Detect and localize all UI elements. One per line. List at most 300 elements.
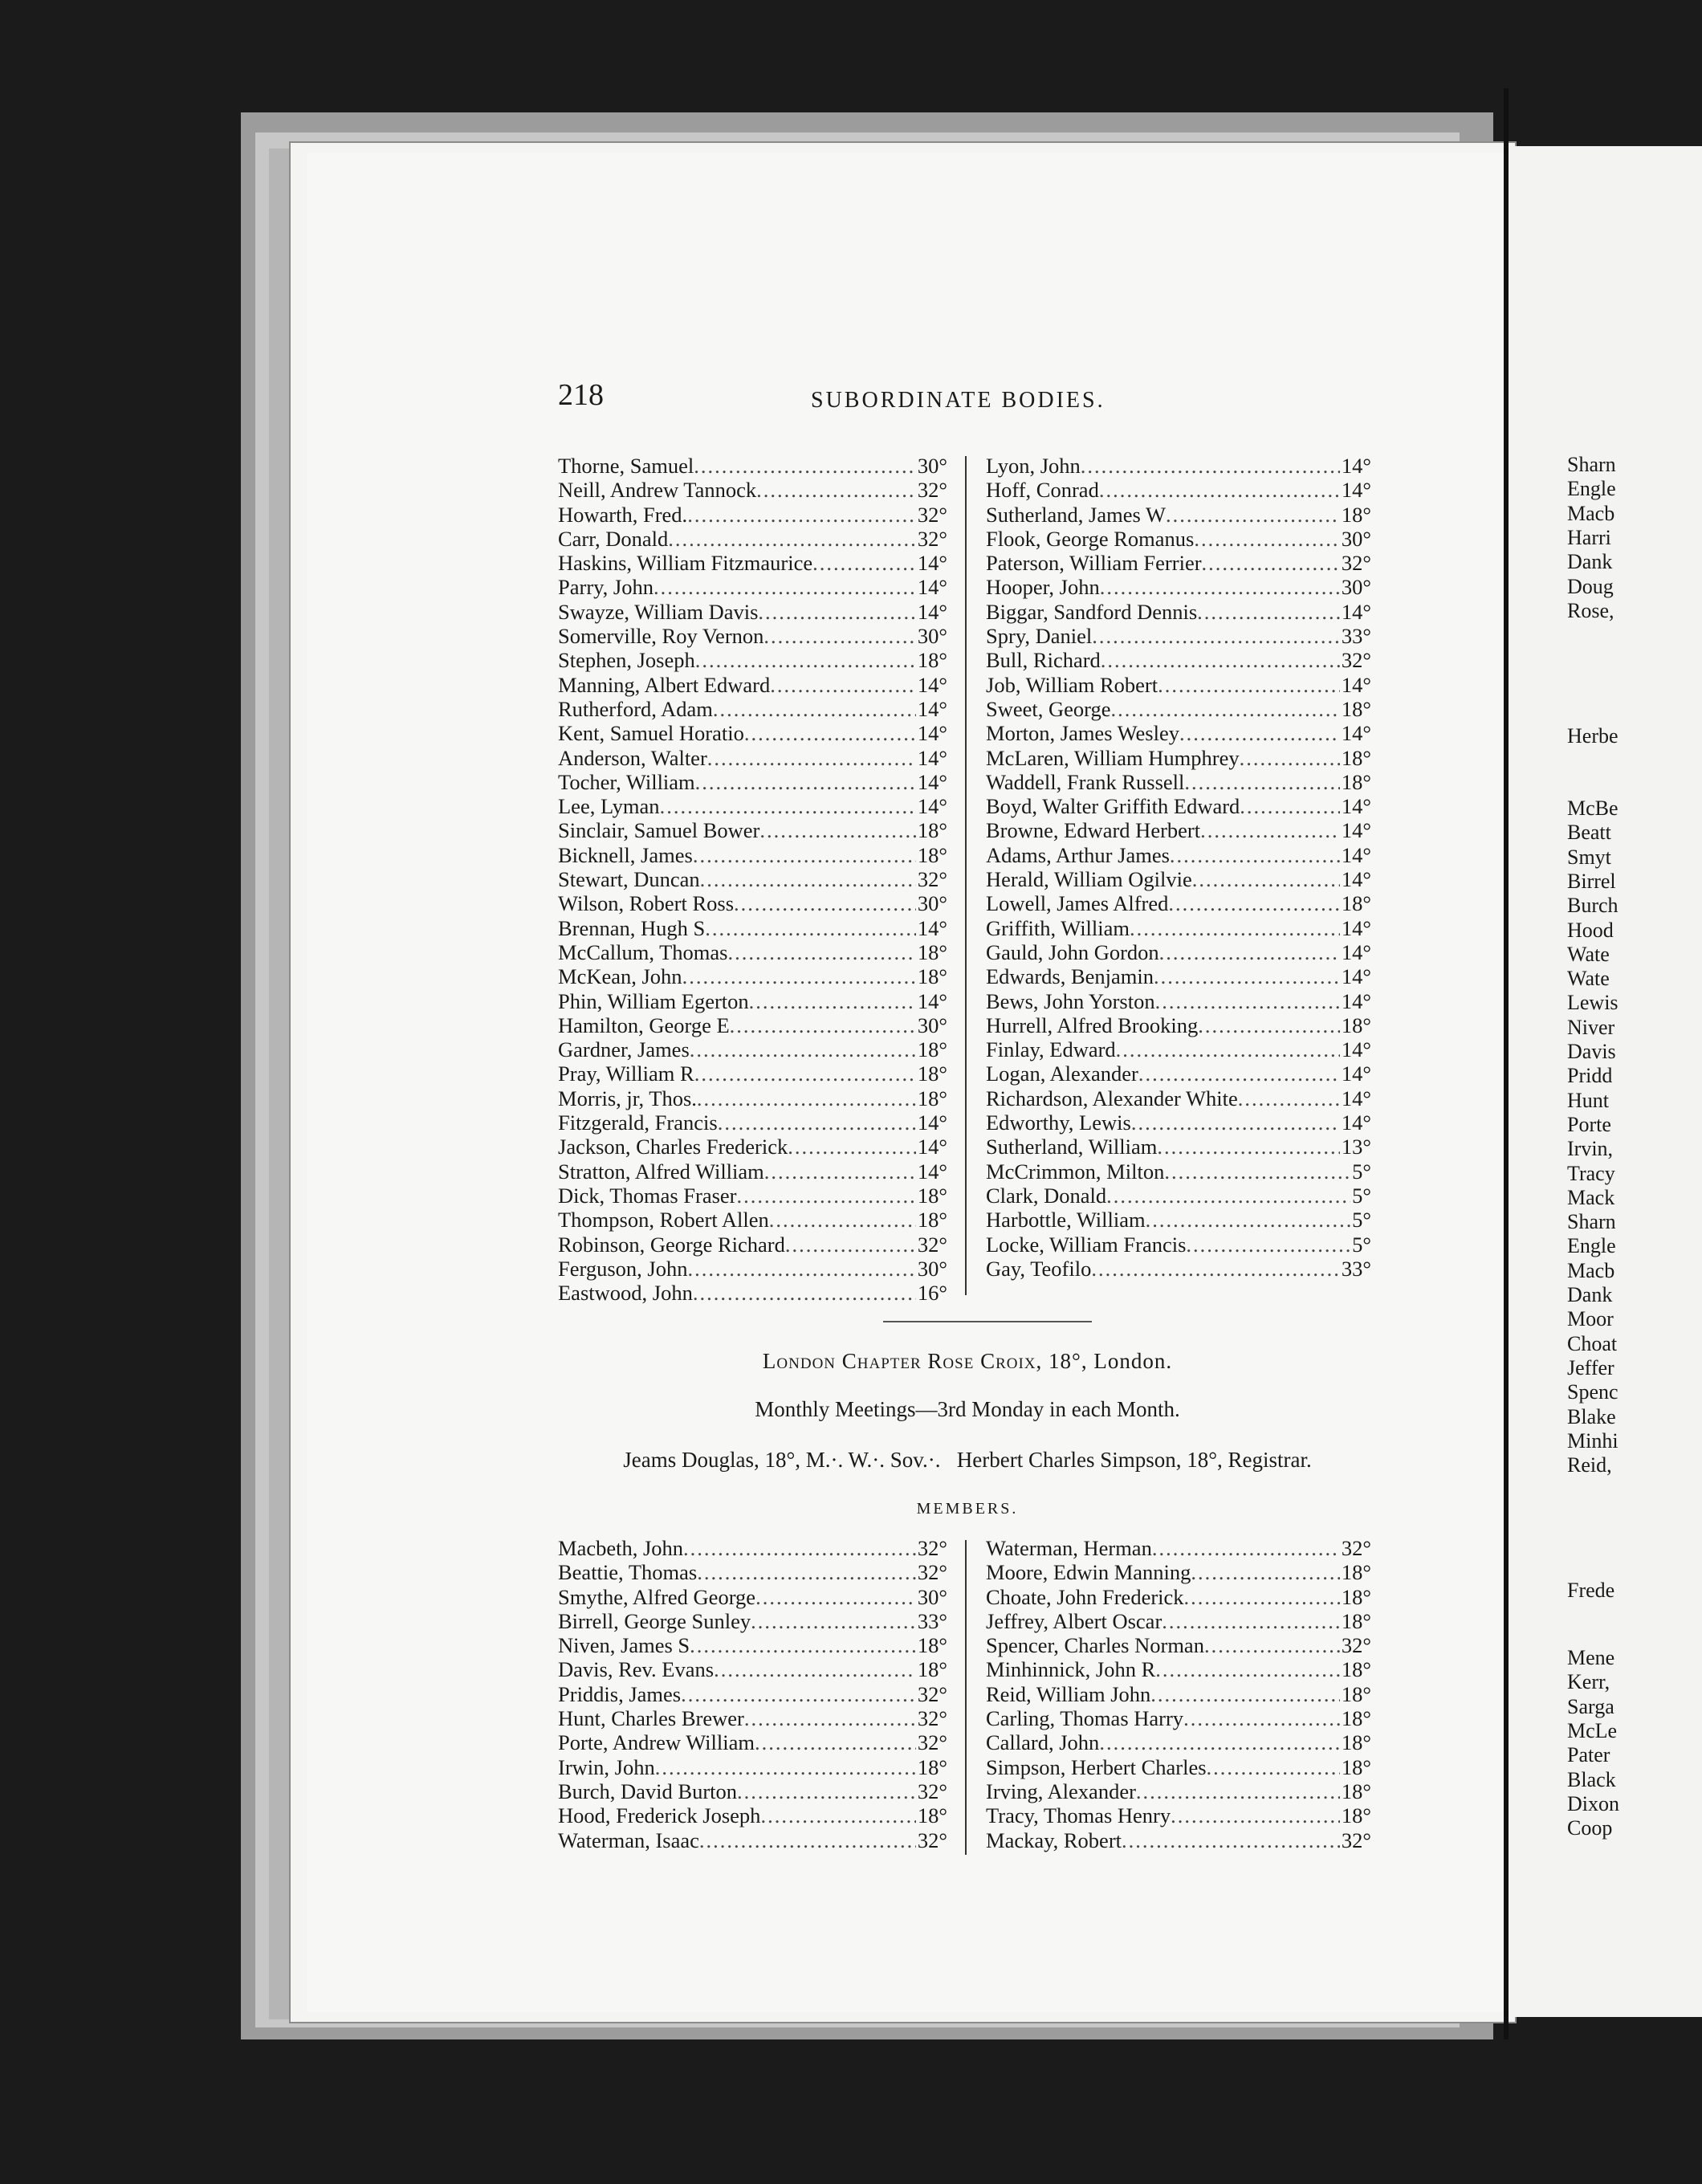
member-name: Minhinnick, John R (986, 1657, 1156, 1682)
fragment-text: McBe (1567, 797, 1619, 820)
member-degree: 18° (917, 1657, 947, 1682)
member-name: Lyon, John (986, 454, 1081, 478)
member-degree: 18° (917, 648, 947, 673)
dot-leader (682, 964, 916, 988)
member-entry (558, 1803, 947, 1827)
member-degree: 14° (1341, 842, 1371, 867)
fragment-text: Reid, (1567, 1453, 1612, 1477)
dot-leader (1099, 1730, 1340, 1754)
fragment-text: Harri (1567, 525, 1611, 549)
member-entry (558, 916, 947, 940)
member-degree: 18° (917, 964, 947, 989)
member-name: Stratton, Alfred William (558, 1159, 764, 1184)
member-entry (558, 1560, 947, 1584)
fragment-text: Birrel (1567, 869, 1616, 893)
dot-leader (1150, 1682, 1340, 1706)
dot-leader (1146, 1208, 1351, 1232)
member-entry (986, 916, 1371, 940)
member-entry (558, 794, 947, 818)
member-name: Beattie, Thomas (558, 1560, 698, 1585)
member-name: Macbeth, John (558, 1536, 684, 1560)
member-name: Thompson, Robert Allen (558, 1208, 769, 1233)
member-degree: 32° (1341, 1536, 1371, 1560)
member-degree: 14° (1341, 988, 1371, 1013)
member-name: Simpson, Herbert Charles (986, 1754, 1207, 1779)
member-entry (986, 1061, 1371, 1086)
member-name: Sweet, George (986, 696, 1111, 721)
member-degree: 14° (1341, 672, 1371, 697)
member-degree: 18° (917, 842, 947, 867)
dot-leader (681, 1682, 916, 1706)
member-name: Jeffrey, Albert Oscar (986, 1608, 1162, 1633)
member-entry (558, 964, 947, 988)
dot-leader (755, 1585, 916, 1609)
upper-left-member-list (558, 454, 947, 1305)
member-name: Fitzgerald, Francis (558, 1110, 718, 1135)
member-degree: 18° (1341, 1608, 1371, 1633)
member-entry (986, 648, 1371, 672)
member-degree: 18° (1341, 502, 1371, 527)
member-degree: 32° (1341, 1827, 1371, 1852)
fragment-text: Mack (1567, 1185, 1615, 1209)
dot-leader (755, 1730, 916, 1754)
member-entry (986, 721, 1371, 745)
fragment-text: Dixon (1567, 1791, 1619, 1815)
member-degree: 30° (917, 454, 947, 478)
dot-leader (655, 1755, 916, 1779)
member-name: Bews, John Yorston (986, 988, 1155, 1013)
dot-leader (1240, 794, 1340, 818)
member-entry (986, 600, 1371, 624)
member-degree: 14° (1341, 721, 1371, 746)
dot-leader (1202, 551, 1340, 575)
member-degree: 14° (917, 551, 947, 576)
member-name: Rutherford, Adam (558, 696, 713, 721)
member-name: Richardson, Alexander White (986, 1086, 1238, 1110)
fragment-text: Smyt (1567, 845, 1611, 869)
dot-leader (1171, 1803, 1340, 1827)
fragment-text: McLe (1567, 1718, 1618, 1742)
member-name: Kent, Samuel Horatio (558, 721, 744, 746)
member-entry (558, 989, 947, 1013)
dot-leader (730, 1013, 916, 1037)
member-entry (986, 1257, 1371, 1281)
fragment-text: Mene (1567, 1646, 1615, 1669)
member-name: Biggar, Sandford Dennis (986, 599, 1198, 624)
member-degree: 16° (917, 1281, 947, 1306)
member-entry (558, 1233, 947, 1257)
member-name: Browne, Edward Herbert (986, 818, 1201, 843)
dot-leader (770, 673, 916, 697)
member-degree: 18° (917, 1208, 947, 1233)
member-entry (558, 1657, 947, 1681)
member-entry (558, 1755, 947, 1779)
section-divider (883, 1321, 1092, 1322)
member-degree: 30° (917, 1256, 947, 1281)
dot-leader (1130, 916, 1340, 940)
member-name: McCallum, Thomas (558, 939, 728, 964)
member-degree: 14° (917, 1135, 947, 1159)
fragment-text: Black (1567, 1767, 1616, 1791)
fragment-text: Niver (1567, 1015, 1615, 1039)
member-name: Finlay, Edward (986, 1037, 1116, 1062)
fragment-text: Davis (1567, 1040, 1616, 1063)
member-degree: 14° (917, 794, 947, 819)
member-degree: 14° (1341, 964, 1371, 989)
member-name: Irwin, John (558, 1754, 655, 1779)
fragment-text: Dank (1567, 550, 1613, 574)
dot-leader (759, 818, 916, 842)
fragment-text: Herbe (1567, 724, 1619, 748)
dot-leader (718, 1110, 916, 1135)
dot-leader (1155, 1657, 1340, 1681)
member-name: Herald, William Ogilvie (986, 867, 1192, 892)
member-name: Waddell, Frank Russell (986, 769, 1185, 794)
member-degree: 18° (917, 1183, 947, 1208)
member-entry (986, 746, 1371, 770)
dot-leader (1092, 624, 1340, 648)
member-name: Neill, Andrew Tannock (558, 478, 757, 503)
book-gutter (1504, 88, 1509, 2039)
member-degree: 14° (917, 988, 947, 1013)
dot-leader (744, 1706, 916, 1730)
member-degree: 5° (1352, 1232, 1371, 1257)
member-degree: 14° (1341, 1037, 1371, 1062)
member-entry (986, 1803, 1371, 1827)
member-degree: 14° (917, 1159, 947, 1184)
member-name: Wilson, Robert Ross (558, 891, 735, 916)
member-name: Boyd, Walter Griffith Edward (986, 794, 1240, 819)
member-name: Haskins, William Fitzmaurice (558, 551, 813, 576)
fragment-text: Rose, (1567, 598, 1614, 622)
dot-leader (785, 1233, 916, 1257)
member-name: Lee, Lyman (558, 794, 660, 819)
member-name: Parry, John (558, 575, 654, 600)
column-divider (965, 456, 967, 1295)
member-name: Carr, Donald (558, 526, 669, 551)
member-name: Eastwood, John (558, 1281, 693, 1306)
member-entry (558, 454, 947, 478)
dot-leader (713, 697, 916, 721)
member-degree: 18° (917, 818, 947, 843)
chapter-title: London Chapter Rose Croix, 18°, London. (762, 1349, 1173, 1373)
dot-leader (714, 1657, 916, 1681)
member-degree: 18° (917, 1803, 947, 1828)
member-name: Brennan, Hugh S (558, 915, 706, 940)
fragment-text: Kerr, (1567, 1670, 1610, 1694)
dot-leader (1091, 1257, 1340, 1281)
member-name: Hunt, Charles Brewer (558, 1706, 744, 1731)
dot-leader (695, 770, 916, 794)
fragment-text: Blake (1567, 1404, 1616, 1428)
dot-leader (756, 478, 916, 502)
member-name: Manning, Albert Edward (558, 672, 771, 697)
member-entry (558, 1257, 947, 1281)
dot-leader (788, 1135, 916, 1159)
fragment-text: Frede (1567, 1579, 1615, 1602)
dot-leader (1154, 964, 1340, 988)
dot-leader (769, 1208, 916, 1232)
member-entry (986, 989, 1371, 1013)
member-name: Sutherland, William (986, 1135, 1158, 1159)
member-degree: 18° (917, 1633, 947, 1658)
fragment-text: Burch (1567, 894, 1619, 918)
member-degree: 14° (1341, 599, 1371, 624)
member-entry (558, 478, 947, 502)
dot-leader (1192, 867, 1340, 891)
dot-leader (687, 503, 916, 527)
dot-leader (695, 648, 916, 672)
dot-leader (812, 551, 916, 575)
dot-leader (1179, 721, 1340, 745)
fragment-text: Macb (1567, 1258, 1615, 1282)
dot-leader (693, 1281, 916, 1305)
member-entry (986, 1536, 1371, 1560)
member-degree: 14° (917, 672, 947, 697)
member-name: Sutherland, James W (986, 502, 1166, 527)
dot-leader (1155, 989, 1340, 1013)
member-degree: 32° (917, 1681, 947, 1706)
member-entry (986, 1110, 1371, 1135)
member-name: Porte, Andrew William (558, 1730, 755, 1755)
member-name: Gardner, James (558, 1037, 690, 1062)
dot-leader (764, 1159, 916, 1184)
member-entry (558, 770, 947, 794)
member-degree: 30° (917, 624, 947, 649)
member-degree: 14° (917, 575, 947, 600)
member-entry (986, 503, 1371, 527)
member-entry (558, 1135, 947, 1159)
member-name: Lowell, James Alfred (986, 891, 1169, 916)
member-degree: 14° (917, 915, 947, 940)
fragment-text: Sarga (1567, 1694, 1614, 1718)
member-degree: 18° (1341, 1803, 1371, 1828)
member-entry (986, 1208, 1371, 1232)
member-entry (986, 1013, 1371, 1037)
member-name: Spencer, Charles Norman (986, 1633, 1204, 1658)
member-entry (986, 454, 1371, 478)
member-entry (558, 1536, 947, 1560)
member-degree: 32° (917, 1730, 947, 1755)
member-name: Somerville, Roy Vernon (558, 624, 764, 649)
member-name: Swayze, William Davis (558, 599, 759, 624)
member-entry (986, 1135, 1371, 1159)
member-name: Hoff, Conrad (986, 478, 1099, 503)
member-name: Irving, Alexander (986, 1779, 1136, 1803)
member-degree: 18° (1341, 1013, 1371, 1037)
member-degree: 30° (917, 891, 947, 916)
member-degree: 18° (1341, 1706, 1371, 1731)
dot-leader (1184, 770, 1340, 794)
dot-leader (1152, 1536, 1340, 1560)
member-degree: 18° (1341, 1754, 1371, 1779)
member-name: Morris, jr, Thos. (558, 1086, 697, 1110)
member-name: Davis, Rev. Evans (558, 1657, 715, 1682)
member-name: Tracy, Thomas Henry (986, 1803, 1171, 1828)
member-entry (986, 1086, 1371, 1110)
lower-left-member-list (558, 1536, 947, 1852)
member-name: Gauld, John Gordon (986, 939, 1159, 964)
fragment-text: Choat (1567, 1331, 1618, 1355)
fragment-text: Tracy (1567, 1161, 1615, 1185)
member-degree: 18° (917, 1037, 947, 1062)
member-entry (986, 697, 1371, 721)
member-degree: 18° (1341, 745, 1371, 770)
member-degree: 18° (1341, 1681, 1371, 1706)
fragment-text: Wate (1567, 967, 1610, 991)
member-name: Logan, Alexander (986, 1061, 1138, 1086)
fragment-text: Dank (1567, 1283, 1613, 1306)
member-entry (558, 1706, 947, 1730)
member-entry (558, 1281, 947, 1305)
member-entry (986, 770, 1371, 794)
member-entry (986, 964, 1371, 988)
lower-right-member-list (986, 1536, 1371, 1852)
dot-leader (1158, 673, 1340, 697)
member-degree: 18° (917, 939, 947, 964)
member-entry (986, 940, 1371, 964)
dot-leader (1116, 1037, 1340, 1061)
member-name: Waterman, Isaac (558, 1827, 699, 1852)
member-degree: 30° (1341, 526, 1371, 551)
dot-leader (728, 940, 916, 964)
member-degree: 33° (1341, 1256, 1371, 1281)
member-name: Carling, Thomas Harry (986, 1706, 1184, 1731)
dot-leader (734, 891, 916, 915)
fragment-text: Irvin, (1567, 1137, 1614, 1161)
dot-leader (699, 1828, 916, 1852)
member-name: McLaren, William Humphrey (986, 745, 1240, 770)
dot-leader (1168, 891, 1339, 915)
member-name: Mackay, Robert (986, 1827, 1122, 1852)
dot-leader (694, 1061, 916, 1086)
member-entry (986, 1037, 1371, 1061)
dot-leader (1194, 527, 1340, 551)
dot-leader (1122, 1828, 1340, 1852)
member-entry (558, 1682, 947, 1706)
dot-leader (1101, 648, 1340, 672)
member-name: Edwards, Benjamin (986, 964, 1154, 989)
dot-leader (1081, 454, 1340, 478)
page-number: 218 (558, 378, 604, 412)
dot-leader (1197, 600, 1340, 624)
member-entry (558, 843, 947, 867)
member-degree: 14° (1341, 1086, 1371, 1110)
member-degree: 32° (917, 1779, 947, 1803)
dot-leader (737, 1779, 916, 1803)
member-degree: 30° (917, 1013, 947, 1037)
member-entry (986, 551, 1371, 575)
member-entry (558, 1037, 947, 1061)
dot-leader (1183, 1706, 1340, 1730)
dot-leader (697, 1560, 916, 1584)
member-entry (558, 1730, 947, 1754)
fragment-text: Hunt (1567, 1088, 1609, 1112)
member-degree: 14° (917, 599, 947, 624)
member-name: Reid, William John (986, 1681, 1151, 1706)
member-degree: 32° (917, 867, 947, 892)
member-name: Ferguson, John (558, 1256, 688, 1281)
member-entry (558, 648, 947, 672)
member-name: Niven, James S (558, 1633, 690, 1658)
member-degree: 5° (1352, 1183, 1371, 1208)
dot-leader (1170, 843, 1340, 867)
member-name: Priddis, James (558, 1681, 682, 1706)
dot-leader (744, 721, 916, 745)
dot-leader (1157, 1135, 1340, 1159)
member-degree: 14° (1341, 818, 1371, 843)
member-degree: 30° (1341, 575, 1371, 600)
member-name: Stewart, Duncan (558, 867, 700, 892)
member-degree: 14° (917, 696, 947, 721)
member-entry (986, 1657, 1371, 1681)
upper-right-member-list (986, 454, 1371, 1281)
member-entry (558, 1779, 947, 1803)
member-name: Smythe, Alfred George (558, 1584, 756, 1609)
dot-leader (1100, 575, 1340, 599)
member-name: Robinson, George Richard (558, 1232, 785, 1257)
member-degree: 14° (917, 769, 947, 794)
fragment-text: Doug (1567, 574, 1614, 598)
dot-leader (1164, 1159, 1350, 1184)
member-name: Morton, James Wesley (986, 721, 1179, 746)
member-name: Clark, Donald (986, 1183, 1107, 1208)
fragment-text: Beatt (1567, 821, 1611, 845)
dot-leader (668, 527, 916, 551)
member-entry (986, 1682, 1371, 1706)
member-name: Edworthy, Lewis (986, 1110, 1131, 1135)
dot-leader (758, 600, 915, 624)
member-name: Birrell, George Sunley (558, 1608, 751, 1633)
member-entry (558, 891, 947, 915)
member-entry (986, 1706, 1371, 1730)
fragment-text: Porte (1567, 1112, 1611, 1136)
member-entry (558, 1208, 947, 1232)
member-entry (558, 1110, 947, 1135)
fragment-text: Sharn (1567, 453, 1616, 476)
dot-leader (690, 1633, 916, 1657)
member-degree: 32° (917, 502, 947, 527)
member-name: Burch, David Burton (558, 1779, 738, 1803)
right-page-fragment (1509, 146, 1702, 2017)
member-degree: 18° (1341, 1584, 1371, 1609)
member-degree: 18° (1341, 1560, 1371, 1585)
members-heading: MEMBERS. (916, 1500, 1019, 1518)
member-degree: 32° (917, 1706, 947, 1731)
member-degree: 18° (1341, 1657, 1371, 1682)
member-degree: 14° (1341, 478, 1371, 503)
member-entry (986, 673, 1371, 697)
member-name: Tocher, William (558, 769, 695, 794)
member-degree: 5° (1352, 1208, 1371, 1233)
member-degree: 32° (917, 1232, 947, 1257)
member-name: Bull, Richard (986, 648, 1101, 673)
member-entry (558, 1159, 947, 1184)
dot-leader (1111, 697, 1340, 721)
member-name: Hooper, John (986, 575, 1100, 600)
member-entry (986, 1233, 1371, 1257)
member-name: Waterman, Herman (986, 1536, 1152, 1560)
member-degree: 32° (917, 1536, 947, 1560)
member-name: Hurrell, Alfred Brooking (986, 1013, 1199, 1037)
member-entry (986, 818, 1371, 842)
member-name: Phin, William Egerton (558, 988, 749, 1013)
member-degree: 33° (1341, 624, 1371, 649)
dot-leader (1198, 1013, 1340, 1037)
member-degree: 14° (1341, 794, 1371, 819)
dot-leader (694, 454, 916, 478)
member-entry (558, 697, 947, 721)
